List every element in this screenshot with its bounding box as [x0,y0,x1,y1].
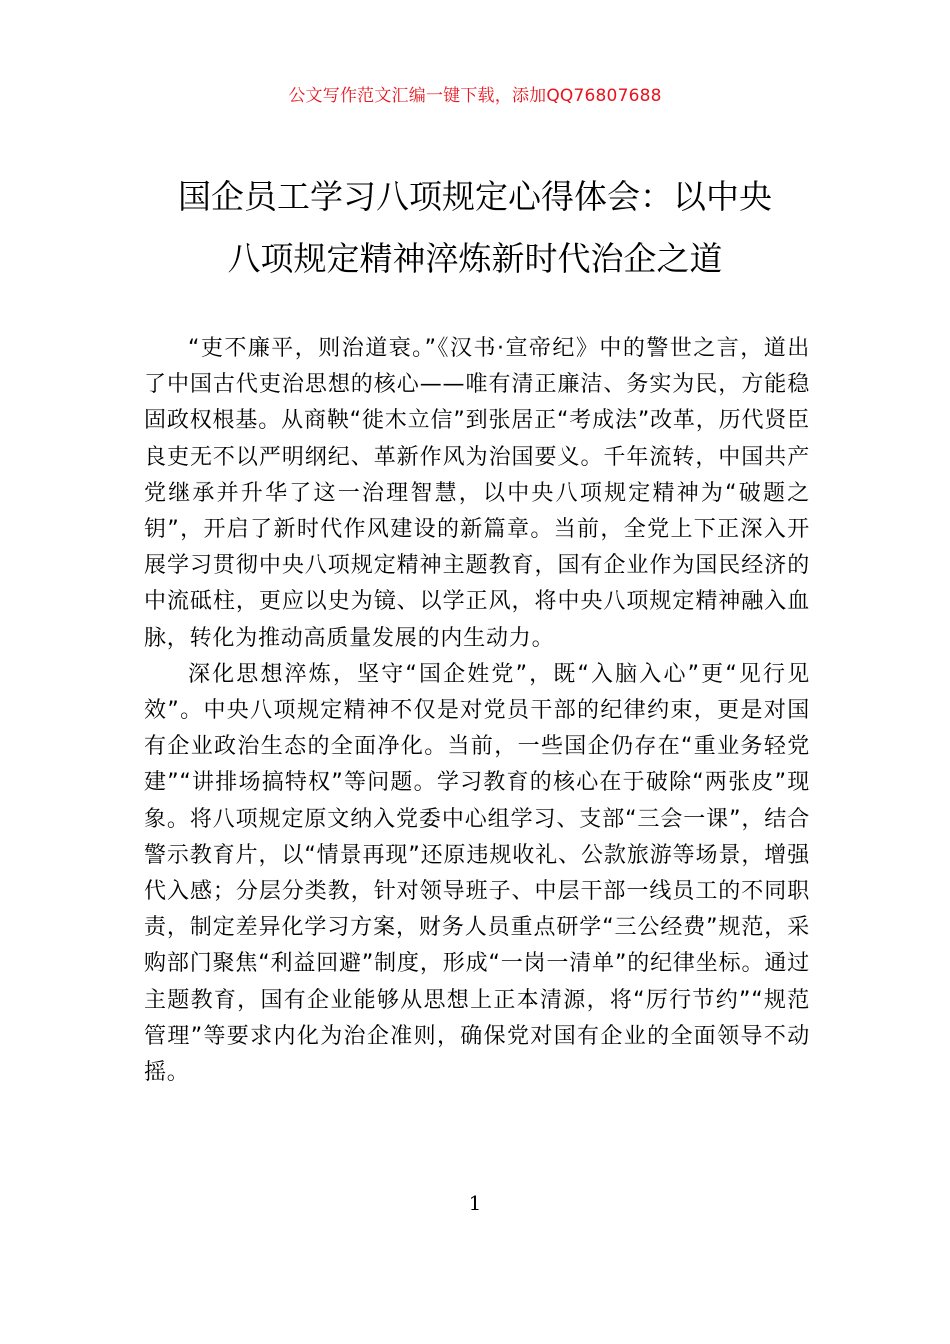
paragraph-2: 深化思想淬炼，坚守“国企姓党”，既“入脑入心”更“见行见效”。中央八项规定精神不仅是对党员干部的纪律约束，更是对国有企业政治生态的全面净化。当前，一些国企仍存在“重业务轻党建”“讲排场搞特权”等问题。学习教育的核心在于破除“两张皮”现象。将八项规定原文纳入党委中心组学习、支部“三会一课”，结合警示教育片，以“情景再现”还原违规收礼、公款旅游等场景，增强代入感；分层分类教，针对领导班子、中层干部一线员工的不同职责，制定差异化学习方案，财务人员重点研学“三公经费”规范，采购部门聚焦“利益回避”制度，形成“一岗一清单”的纪律坐标。通过主题教育，国有企业能够从思想上正本清源，将“厉行节约”“规范管理”等要求内化为治企准则，确保党对国有企业的全面领导不动摇。 [144,661,810,1086]
document-body [144,331,810,1091]
page-number: 1 [468,1191,482,1215]
title-line-1: 国企员工学习八项规定心得体会：以中央 [178,177,772,216]
paragraph-1: “吏不廉平，则治道衰。”《汉书·宣帝纪》中的警世之言，道出了中国古代吏治思想的核心——唯有清正廉洁、务实为民，方能稳固政权根基。从商鞅“徙木立信”到张居正“考成法”改革，历代贤臣良吏无不以严明纲纪、革新作风为治国要义。千年流转，中国共产党继承并升华了这一治理智慧，以中央八项规定精神为“破题之钥”，开启了新时代作风建设的新篇章。当前，全党上下正深入开展学习贯彻中央八项规定精神主题教育，国有企业作为国民经济的中流砥柱，更应以史为镜、以学正风，将中央八项规定精神融入血脉，转化为推动高质量发展的内生动力。 [144,336,810,651]
document-title [120,166,830,290]
download-notice: 公文写作范文汇编一键下载，添加QQ76807688 [288,86,662,106]
title-line-2: 八项规定精神淬炼新时代治企之道 [227,239,723,278]
